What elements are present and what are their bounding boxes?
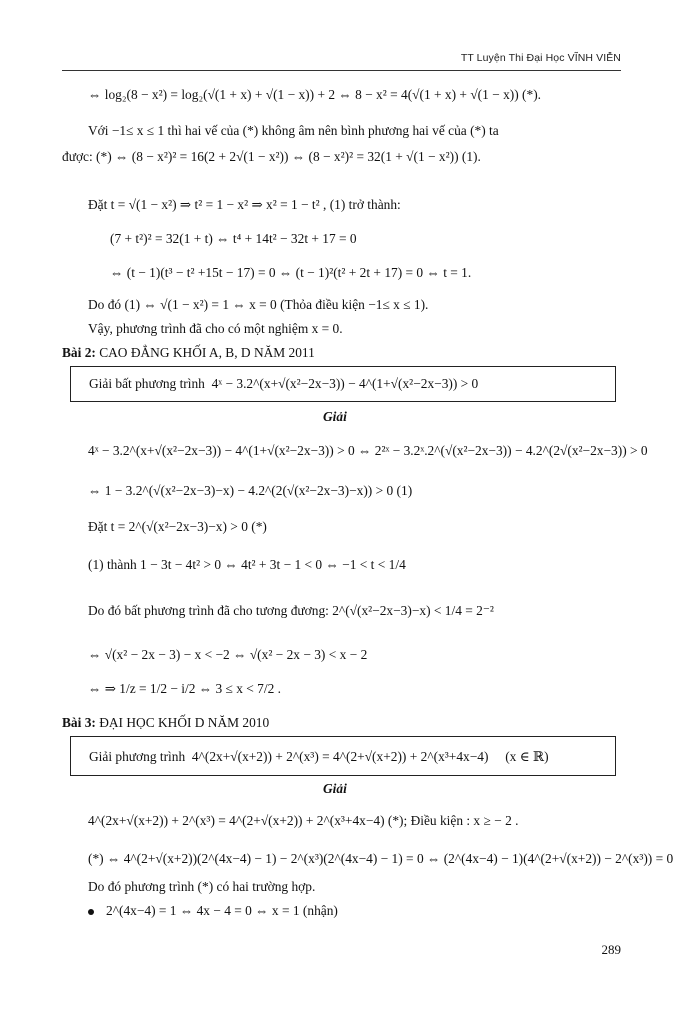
bullet-icon [88, 909, 94, 915]
text-line-7: Do đó (1) ⇔ √(1 − x²) = 1 ⇔ x = 0 (Thỏa điều kiện −1≤ x ≤ 1). [88, 297, 429, 312]
header-rule [62, 70, 621, 71]
bai2-solution-heading: Giải [323, 409, 347, 424]
bai2-problem-math: 4ˣ − 3.2^(x+√(x²−2x−3)) − 4^(1+√(x²−2x−3)) > 0 [211, 376, 479, 391]
running-header: TT Luyện Thi Đại Học VĨNH VIỄN [460, 52, 621, 64]
text-line-8: Vậy, phương trình đã cho có một nghiệm x = 0. [88, 321, 343, 336]
bai2-line-1: 4ˣ − 3.2^(x+√(x²−2x−3)) − 4^(1+√(x²−2x−3)) > 0 ⇔ 2²ˣ − 3.2ˣ.2^(√(x²−2x−3)) − 4.2^(2√(x²−2x−3)) > 0 [88, 443, 648, 458]
text-line-4: Đặt t = √(1 − x²) ⇒ t² = 1 − x² ⇒ x² = 1 − t² , (1) trở thành: [88, 197, 401, 212]
bai2-line-6: ⇔ √(x² − 2x − 3) − x < −2 ⇔ √(x² − 2x − 3) < x − 2 [88, 647, 368, 662]
bai3-line-3: Do đó phương trình (*) có hai trường hợp. [88, 879, 316, 894]
bai3-line-4 [88, 902, 338, 920]
bai3-problem-prefix: Giải phương trình [89, 749, 186, 764]
bai2-problem-box [70, 366, 616, 402]
bai3-heading-text: ĐẠI HỌC KHỐI D NĂM 2010 [95, 715, 270, 730]
equation-line-3: được: (*) ⇔ (8 − x²)² = 16(2 + 2√(1 − x²)) ⇔ (8 − x²)² = 32(1 + √(1 − x²)) (1). [62, 149, 481, 164]
bai2-heading-label: Bài 2: [62, 345, 96, 360]
equation-line-6: ⇔ (t − 1)(t³ − t² +15t − 17) = 0 ⇔ (t − 1)²(t² + 2t + 17) = 0 ⇔ t = 1. [110, 265, 472, 280]
bai3-problem-math: 4^(2x+√(x+2)) + 2^(x³) = 4^(2+√(x+2)) + 2^(x³+4x−4) [191, 749, 489, 764]
bai3-heading [62, 714, 269, 732]
bai3-line-2: (*) ⇔ 4^(2+√(x+2))(2^(4x−4) − 1) − 2^(x³)(2^(4x−4) − 1) = 0 ⇔ (2^(4x−4) − 1)(4^(2+√(x+2)) − 2^(x³)) = 0 [88, 851, 674, 866]
equation-line-1: ⇔ log₂(8 − x²) = log₂(√(1 + x) + √(1 − x)) + 2 ⇔ 8 − x² = 4(√(1 + x) + √(1 − x)) (*). [88, 87, 541, 102]
bai2-heading [62, 344, 315, 362]
bai3-problem-box [70, 736, 616, 776]
equation-line-5: (7 + t²)² = 32(1 + t) ⇔ t⁴ + 14t² − 32t + 17 = 0 [110, 231, 357, 246]
text-line-2: Với −1≤ x ≤ 1 thì hai vế của (*) không âm nên bình phương hai vế của (*) ta [88, 123, 499, 138]
bai2-line-4: (1) thành 1 − 3t − 4t² > 0 ⇔ 4t² + 3t − 1 < 0 ⇔ −1 < t < 1/4 [88, 557, 406, 572]
bai3-problem-domain: (x ∈ ℝ) [505, 749, 549, 764]
bai3-line-1: 4^(2x+√(x+2)) + 2^(x³) = 4^(2+√(x+2)) + 2^(x³+4x−4) (*); Điều kiện : x ≥ − 2 . [88, 813, 519, 828]
bai2-problem [89, 375, 478, 393]
bai2-line-2: ⇔ 1 − 3.2^(√(x²−2x−3)−x) − 4.2^(2(√(x²−2x−3)−x)) > 0 (1) [88, 483, 413, 498]
bai2-line-3: Đặt t = 2^(√(x²−2x−3)−x) > 0 (*) [88, 519, 267, 534]
bai3-heading-label: Bài 3: [62, 715, 96, 730]
bai3-solution-heading: Giải [323, 781, 347, 796]
bai3-line-4-text: 2^(4x−4) = 1 ⇔ 4x − 4 = 0 ⇔ x = 1 (nhận) [106, 903, 338, 918]
page-number: 289 [601, 942, 621, 957]
bai2-heading-text: CAO ĐẲNG KHỐI A, B, D NĂM 2011 [95, 345, 315, 360]
bai3-problem [89, 748, 549, 766]
bai2-problem-prefix: Giải bất phương trình [89, 376, 205, 391]
bai2-line-7: ⇔ ⇒ 1/z = 1/2 − i/2 ⇔ 3 ≤ x < 7/2 . [88, 681, 281, 696]
bai2-line-5: Do đó bất phương trình đã cho tương đương: 2^(√(x²−2x−3)−x) < 1/4 = 2⁻² [88, 603, 494, 618]
